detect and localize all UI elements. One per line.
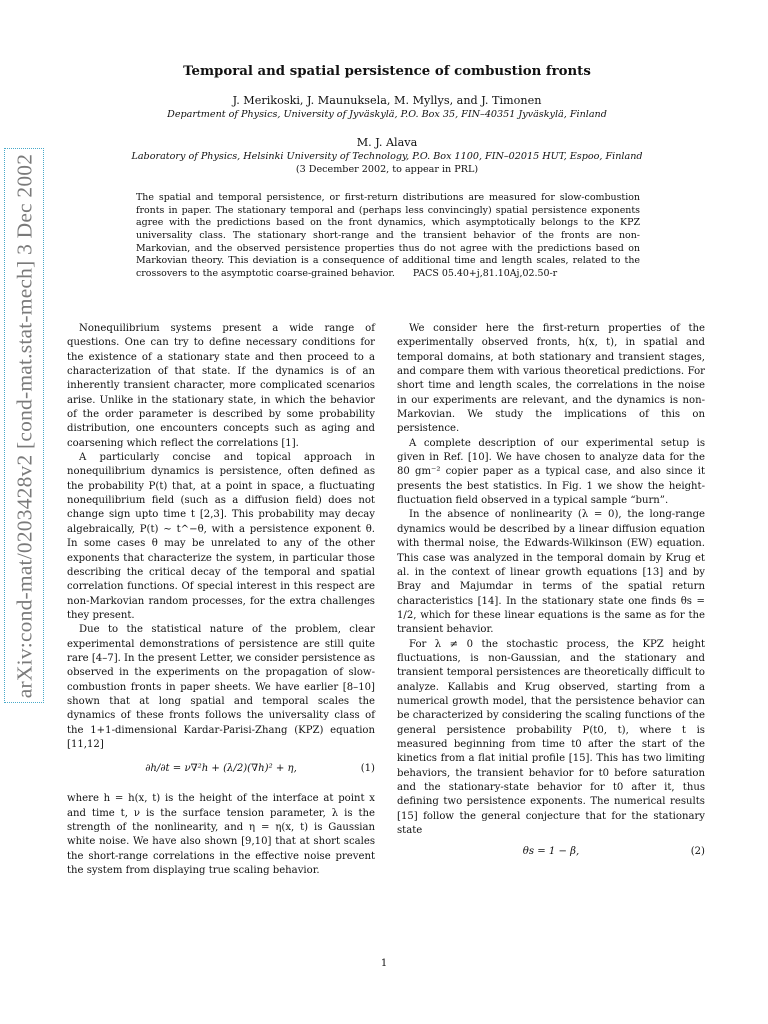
- author-list-1: J. Merikoski, J. Maunuksela, M. Myllys, and J. Timonen: [232, 94, 542, 107]
- equation-body: θs = 1 − β,: [522, 846, 580, 858]
- arxiv-sidebar: [4, 148, 44, 703]
- author-list-2: M. J. Alava: [356, 136, 418, 149]
- publication-date: (3 December 2002, to appear in PRL): [295, 164, 479, 175]
- affiliation-2: Laboratory of Physics, Helsinki University of Technology, P.O. Box 1100, FIN–02015 HUT, Espoo, Finland: [131, 151, 643, 162]
- equation-number: (1): [360, 763, 375, 775]
- right-column: [397, 322, 705, 868]
- page-number: 1: [380, 958, 388, 969]
- pacs-codes: PACS 05.40+j,81.10Aj,02.50-r: [412, 267, 558, 279]
- paragraph: where h = h(x, t) is the height of the interface at point x and time t, ν is the surface tension parameter, λ is the strength of the nonlinearity, and η = η(x, t) is Gaussian white noise. We have also shown [9,10] that at short scales the short-range correlations in the effective noise prevent the system from displaying true scaling behavior.: [67, 793, 375, 877]
- paragraph: A complete description of our experimental setup is given in Ref. [10]. We have chosen to analyze data for the 80 gm⁻² copier paper as a typical case, and also since it presents the best statistics. In Fig. 1 we show the height-fluctuation field observed in a typical sample “burn”.: [397, 437, 705, 507]
- paper-title: Temporal and spatial persistence of combustion fronts: [183, 64, 591, 79]
- paragraph: In the absence of nonlinearity (λ = 0), the long-range dynamics would be described by a linear diffusion equation with thermal noise, the Edwards-Wilkinson (EW) equation. This case was analyzed in the temporal domain by Krug et al. in the context of linear growth equations [13] and by Bray and Majumdar in terms of the spatial return characteristics [14]. In the stationary state one finds θs = 1/2, which for these linear equations is the same as for the transient behavior.: [397, 509, 705, 636]
- equation-2: [397, 838, 705, 868]
- equation-body: ∂h/∂t = ν∇²h + (λ/2)(∇h)² + η,: [145, 763, 297, 775]
- equation-1: [67, 752, 375, 792]
- paragraph: Nonequilibrium systems present a wide range of questions. One can try to define necessary conditions for the existence of a stationary state and then proceed to a characterization of that state. If the dynamics is of an inherently transient character, more complicated scenarios arise. Unlike in the stationary state, in which the behavior of the order parameter is described by some probability distribution, one encounters concepts such as aging and coarsening which reflect the correlations [1].: [67, 323, 375, 449]
- paragraph: Due to the statistical nature of the problem, clear experimental demonstrations of persistence are still quite rare [4–7]. In the present Letter, we consider persistence as observed in the experiments on the propagation of slow-combustion fronts in paper sheets. We have earlier [8–10] shown that at long spatial and temporal scales the dynamics of these fronts follows the universality class of the 1+1-dimensional Kardar-Parisi-Zhang (KPZ) equation [11,12]: [67, 624, 375, 750]
- paper-header: [70, 64, 704, 176]
- paragraph: A particularly concise and topical approach in nonequilibrium dynamics is persistence, often defined as the probability P(t) that, at a point in space, a fluctuating nonequilibrium field (such as a diffusion field) does not change sign upto time t [2,3]. This probability may decay algebraically, P(t) ∼ t^−θ, with a persistence exponent θ. In some cases θ may be unrelated to any of the other exponents that characterize the system, in particular those describing the critical decay of the temporal and spatial correlation functions. Of special interest in this respect are non-Markovian random processes, for the extra challenges they present.: [67, 452, 375, 621]
- abstract: [136, 192, 640, 281]
- equation-number: (2): [690, 846, 705, 858]
- paragraph: For λ ≠ 0 the stochastic process, the KPZ height fluctuations, is non-Gaussian, and the stationary and transient temporal persistences are theoretically difficult to analyze. Kallabis and Krug observed, starting from a numerical growth model, that the persistence behavior can be characterized by considering the scaling functions of the general persistence probability P(t0, t), where t is measured beginning from time t0 after the start of the kinetics from a flat initial profile [15]. This has two limiting behaviors, the transient behavior for t0 before saturation and the stationary-state behavior for t0 after it, thus defining two persistence exponents. The numerical results [15] follow the general conjecture that for the stationary state: [397, 638, 705, 837]
- left-column: [67, 322, 375, 878]
- paragraph: We consider here the first-return properties of the experimentally observed fronts, h(x, t), in spatial and temporal domains, at both stationary and transient stages, and compare them with various theoretical predictions. For short time and length scales, the correlations in the noise in our experiments are relevant, and the dynamics is non-Markovian. We study the implications of this on persistence.: [397, 323, 705, 435]
- affiliation-1: Department of Physics, University of Jyväskylä, P.O. Box 35, FIN–40351 Jyväskylä, Finland: [167, 109, 607, 120]
- arxiv-identifier[interactable]: arXiv:cond-mat/0203428v2 [cond-mat.stat-mech] 3 Dec 2002: [12, 153, 37, 699]
- abstract-text: The spatial and temporal persistence, or first-return distributions are measured for slow-combustion fronts in paper. The stationary temporal and (perhaps less convincingly) spatial persistence exponents agree with the predictions based on the front dynamics, which asymptotically belongs to the KPZ universality class. The stationary short-range and the transient behavior of the fronts are non-Markovian, and the observed persistence properties thus do not agree with the predictions based on Markovian theory. This deviation is a consequence of additional time and length scales, related to the crossovers to the asymptotic coarse-grained behavior.: [136, 192, 640, 279]
